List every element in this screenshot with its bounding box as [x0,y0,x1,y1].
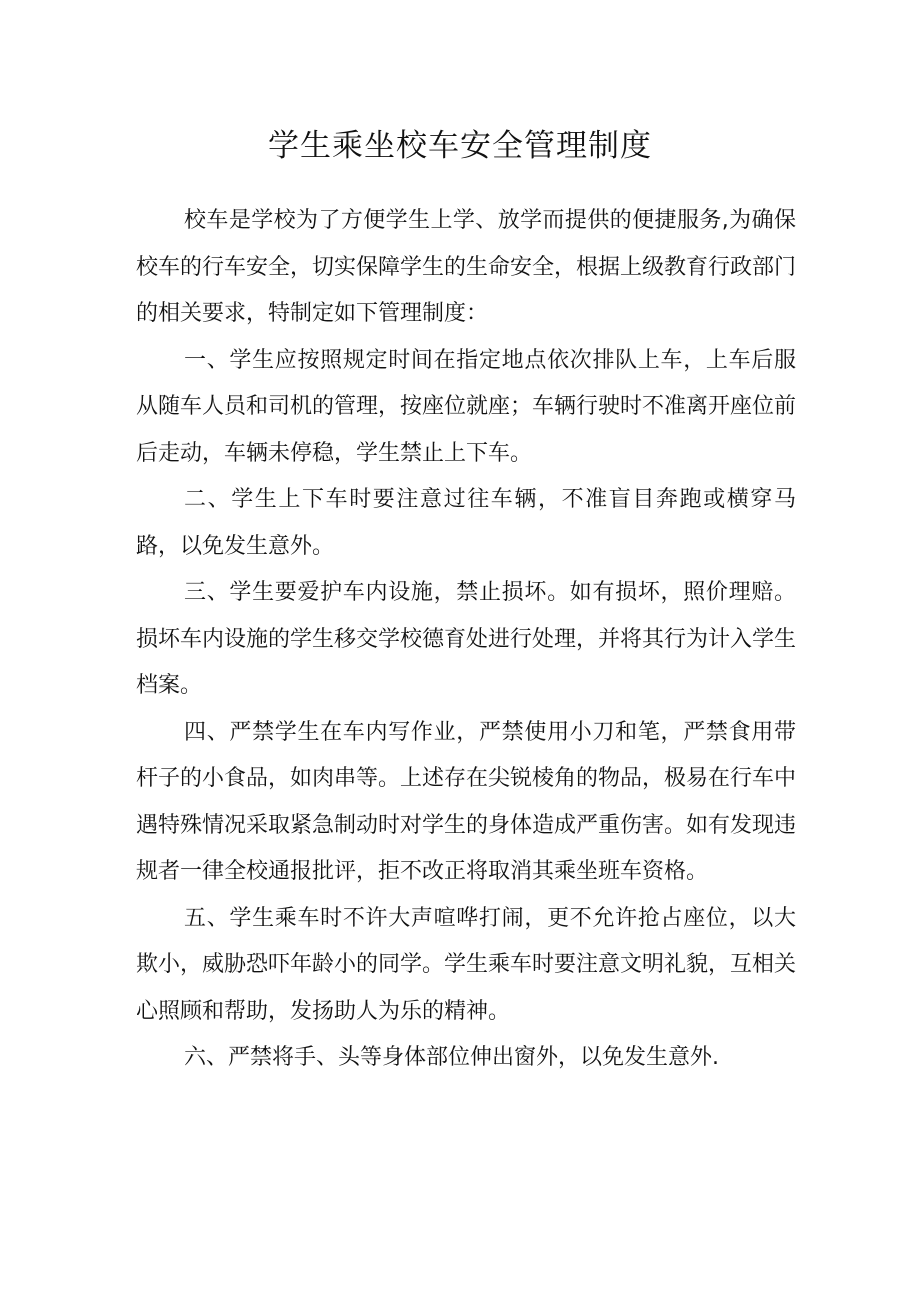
rule-paragraph-4: 四、严禁学生在车内写作业，严禁使用小刀和笔，严禁食用带杆子的小食品，如肉串等。上述存在尖锐棱角的物品，极易在行车中遇特殊情况采取紧急制动时对学生的身体造成严重伤害。如有发现违规者一律全校通报批评，拒不改正将取消其乘坐班车资格。 [136,719,797,884]
rule-paragraph-2: 二、学生上下车时要注意过往车辆，不准盲目奔跑或横穿马路，以免发生意外。 [136,487,796,559]
rule-paragraph-5: 五、学生乘车时不许大声喧哗打闹，更不允许抢占座位，以大欺小，威胁恐吓年龄小的同学。学生乘车时要注意文明礼貌，互相关心照顾和帮助，发扬助人为乐的精神。 [136,905,797,1024]
rule-paragraph-1: 一、学生应按照规定时间在指定地点依次排队上车，上车后服从随车人员和司机的管理，按座位就座；车辆行驶时不准离开座位前后走动，车辆未停稳，学生禁止上下车。 [136,347,797,466]
rule-paragraph-3: 三、学生要爱护车内设施，禁止损坏。如有损坏，照价理赔。损坏车内设施的学生移交学校德育处进行处理，并将其行为计入学生档案。 [136,580,797,698]
document-title: 学生乘坐校车安全管理制度 [268,128,652,164]
intro-paragraph: 校车是学校为了方便学生上学、放学而提供的便捷服务,为确保校车的行车安全，切实保障学生的生命安全，根据上级教育行政部门的相关要求，特制定如下管理制度： [136,208,797,326]
document-body [136,198,796,1082]
rule-paragraph-6: 六、严禁将手、头等身体部位伸出窗外，以免发生意外. [184,1045,719,1070]
